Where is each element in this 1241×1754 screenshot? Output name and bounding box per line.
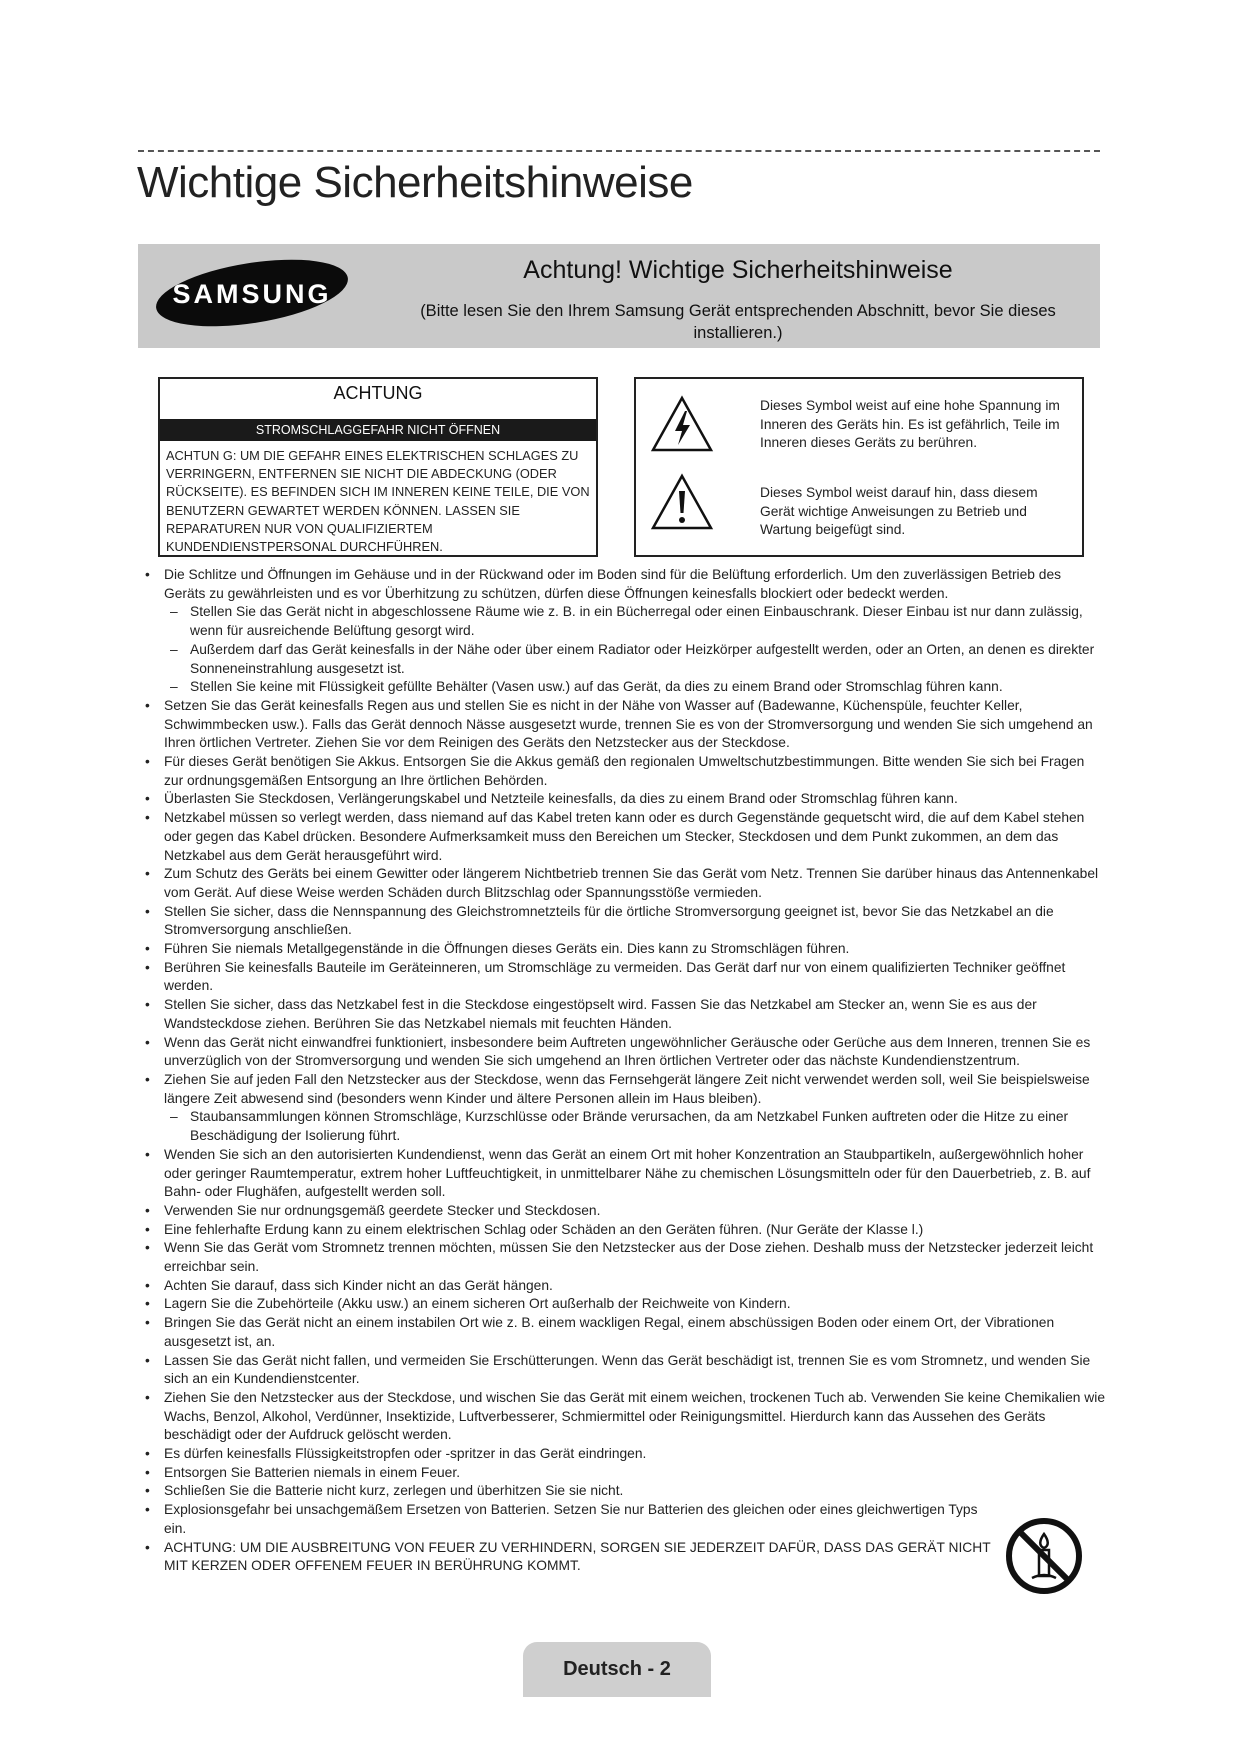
list-item: • Netzkabel müssen so verlegt werden, dass niemand auf das Kabel treten kann oder es durch Gegenstände gequetscht wird, die auf dem Kabel stehen oder gegen das Kabel drücken. Besondere Aufmerksamkeit muss den Bereichen um Stecker, Steckdosen und dem Punkt zukommen, an dem das Netzkabel aus dem Gerät herausgeführt wird. bbox=[142, 809, 1106, 865]
page-title: Wichtige Sicherheitshinweise bbox=[137, 158, 693, 207]
sub-list-item: – Stellen Sie das Gerät nicht in abgeschlossene Räume wie z. B. in ein Bücherregal oder einen Einbauschrank. Dieser Einbau ist nur dann zulässig, wenn für ausreichende Belüftung gesorgt wird. bbox=[142, 603, 1106, 640]
caution-strip: STROMSCHLAGGEFAHR NICHT ÖFFNEN bbox=[160, 419, 596, 441]
no-open-flame-icon bbox=[1004, 1516, 1084, 1596]
list-item: • Ziehen Sie den Netzstecker aus der Steckdose, und wischen Sie das Gerät mit einem weichen, trockenen Tuch ab. Verwenden Sie keine Chemikalien wie Wachs, Benzol, Alkohol, Verdünner, Insektizide, Luftverbesserer, Schmiermittel oder Reinigungsmittel. Hierdurch kann das Aussehen des Geräts beschädigt oder der Aufdruck gelöscht werden. bbox=[142, 1389, 1106, 1445]
list-item: • Verwenden Sie nur ordnungsgemäß geerdete Stecker und Steckdosen. bbox=[142, 1202, 1106, 1221]
list-item: • Wenden Sie sich an den autorisierten Kundendienst, wenn das Gerät an einem Ort mit hoher Konzentration an Staubpartikeln, außergewöhnlich hoher oder geringer Raumtemperatur, extrem hoher Luftfeuchtigkeit, in unmittelbarer Nähe zu chemischen Lösungsmitteln oder für den Dauerbetrieb, z. B. auf Bahn- oder Flughäfen, aufgestellt werden soll. bbox=[142, 1146, 1106, 1202]
list-item: • Zum Schutz des Geräts bei einem Gewitter oder längerem Nichtbetrieb trennen Sie das Gerät vom Netz. Trennen Sie darüber hinaus das Antennenkabel vom Gerät. Auf diese Weise werden Schäden durch Blitzschlag oder Spannungsstöße vermieden. bbox=[142, 865, 1106, 902]
symbol-text-voltage: Dieses Symbol weist auf eine hohe Spannung im Inneren des Geräts hin. Es ist gefährlich, Teile im Inneren dieses Geräts zu berühren. bbox=[760, 398, 1060, 450]
page-number-tab: Deutsch - 2 bbox=[523, 1642, 711, 1697]
banner-heading: Achtung! Wichtige Sicherheitshinweise bbox=[523, 256, 953, 284]
list-item: • Ziehen Sie auf jeden Fall den Netzstecker aus der Steckdose, wenn das Fernsehgerät längere Zeit nicht verwendet werden soll, weil Sie beispielsweise längere Zeit abwesend sind (besonders wenn Kinder und ältere Personen allein im Haus bleiben). bbox=[142, 1071, 1106, 1108]
exclamation-warning-icon bbox=[650, 473, 714, 531]
list-item: • Achten Sie darauf, dass sich Kinder nicht an das Gerät hängen. bbox=[142, 1277, 1106, 1296]
high-voltage-icon bbox=[650, 395, 714, 453]
list-item: • Wenn das Gerät nicht einwandfrei funktioniert, insbesondere beim Auftreten ungewöhnlicher Geräusche oder Gerüche aus dem Inneren, trennen Sie es unverzüglich von der Stromversorgung und wenden Sie sich umgehend an Ihren örtlichen Vertreter oder das nächste Kundendienstzentrum. bbox=[142, 1034, 1106, 1071]
list-item: • Wenn Sie das Gerät vom Stromnetz trennen möchten, müssen Sie den Netzstecker aus der Dose ziehen. Deshalb muss der Netzstecker jederzeit leicht erreichbar sein. bbox=[142, 1239, 1106, 1276]
list-item: • Stellen Sie sicher, dass die Nennspannung des Gleichstromnetzteils für die örtliche Stromversorgung geeignet ist, bevor Sie das Netzkabel an die Stromversorgung anschließen. bbox=[142, 903, 1106, 940]
list-item: • Schließen Sie die Batterie nicht kurz, zerlegen und überhitzen Sie sie nicht. bbox=[142, 1482, 1106, 1501]
caution-body: ACHTUN G: UM DIE GEFAHR EINES ELEKTRISCHEN SCHLAGES ZU VERRINGERN, ENTFERNEN SIE NICHT DIE ABDECKUNG (ODER RÜCKSEITE). ES BEFINDEN SICH IM INNEREN KEINE TEILE, DIE VON BENUTZERN GEWARTET WERDEN KÖNNEN. LASSEN SIE REPARATUREN NUR VON QUALIFIZIERTEM KUNDENDIENSTPERSONAL DURCHFÜHREN. bbox=[166, 448, 590, 555]
samsung-banner bbox=[138, 244, 1100, 348]
safety-instructions-list bbox=[142, 566, 1106, 1576]
sub-list-item: – Stellen Sie keine mit Flüssigkeit gefüllte Behälter (Vasen usw.) auf das Gerät, da dies zu einem Brand oder Stromschlag führen kann. bbox=[142, 678, 1106, 697]
samsung-logo-text: SAMSUNG bbox=[172, 279, 332, 309]
list-item: • Eine fehlerhafte Erdung kann zu einem elektrischen Schlag oder Schäden an den Geräten führen. (Nur Geräte der Klasse l.) bbox=[142, 1221, 1106, 1240]
list-item: • Lagern Sie die Zubehörteile (Akku usw.) an einem sicheren Ort außerhalb der Reichweite von Kindern. bbox=[142, 1295, 1106, 1314]
list-item: • Berühren Sie keinesfalls Bauteile im Geräteinneren, um Stromschläge zu vermeiden. Das Gerät darf nur von einem qualifizierten Techniker geöffnet werden. bbox=[142, 959, 1106, 996]
list-item: • Für dieses Gerät benötigen Sie Akkus. Entsorgen Sie die Akkus gemäß den regionalen Umweltschutzbestimmungen. Bitte wenden Sie sich bei Fragen zur ordnungsgemäßen Entsorgung an Ihre örtlichen Behörden. bbox=[142, 753, 1106, 790]
caution-box bbox=[158, 377, 598, 557]
list-item: • Führen Sie niemals Metallgegenstände in die Öffnungen dieses Geräts ein. Dies kann zu Stromschlägen führen. bbox=[142, 940, 1106, 959]
list-item: • Es dürfen keinesfalls Flüssigkeitstropfen oder -spritzer in das Gerät eindringen. bbox=[142, 1445, 1106, 1464]
symbol-explanations bbox=[634, 377, 1084, 557]
list-item: • Bringen Sie das Gerät nicht an einem instabilen Ort wie z. B. einem wackligen Regal, einem abschüssigen Boden oder einem Ort, der Vibrationen ausgesetzt ist, an. bbox=[142, 1314, 1106, 1351]
banner-subheading: (Bitte lesen Sie den Ihrem Samsung Gerät entsprechenden Abschnitt, bevor Sie dieses installieren.) bbox=[420, 302, 1056, 342]
sub-list-item: – Staubansammlungen können Stromschläge, Kurzschlüsse oder Brände verursachen, da am Netzkabel Funken auftreten oder die Hitze zu einer Beschädigung der Isolierung führt. bbox=[142, 1108, 1106, 1145]
list-item: • ACHTUNG: UM DIE AUSBREITUNG VON FEUER ZU VERHINDERN, SORGEN SIE JEDERZEIT DAFÜR, DASS DAS GERÄT NICHT MIT KERZEN ODER OFFENEM FEUER IN BERÜHRUNG KOMMT. bbox=[142, 1539, 1106, 1576]
list-item: • Explosionsgefahr bei unsachgemäßem Ersetzen von Batterien. Setzen Sie nur Batterien des gleichen oder eines gleichwertigen Typs ein. bbox=[142, 1501, 1106, 1538]
sub-list-item: – Außerdem darf das Gerät keinesfalls in der Nähe oder über einem Radiator oder Heizkörper aufgestellt werden, oder an Orten, an denen es direkter Sonneneinstrahlung ausgesetzt ist. bbox=[142, 641, 1106, 678]
list-item: • Stellen Sie sicher, dass das Netzkabel fest in die Steckdose eingestöpselt wird. Fassen Sie das Netzkabel am Stecker an, wenn Sie es aus der Wandsteckdose ziehen. Berühren Sie das Netzkabel niemals mit feuchten Händen. bbox=[142, 996, 1106, 1033]
samsung-logo-icon bbox=[152, 256, 352, 330]
list-item: • Überlasten Sie Steckdosen, Verlängerungskabel und Netzteile keinesfalls, da dies zu einem Brand oder Stromschlag führen kann. bbox=[142, 790, 1106, 809]
list-item: • Die Schlitze und Öffnungen im Gehäuse und in der Rückwand oder im Boden sind für die Belüftung erforderlich. Um den zuverlässigen Betrieb des Geräts zu gewährleisten und es vor Überhitzung zu schützen, dürfen diese Öffnungen keinesfalls blockiert oder bedeckt werden. bbox=[142, 566, 1106, 603]
list-item: • Lassen Sie das Gerät nicht fallen, und vermeiden Sie Erschütterungen. Wenn das Gerät beschädigt ist, trennen Sie es vom Stromnetz, und wenden Sie sich an ein Kundendienstcenter. bbox=[142, 1352, 1106, 1389]
list-item: • Setzen Sie das Gerät keinesfalls Regen aus und stellen Sie es nicht in der Nähe von Wasser auf (Badewanne, Küchenspüle, feuchter Keller, Schwimmbecken usw.). Falls das Gerät dennoch Nässe ausgesetzt wurde, trennen Sie es von der Stromversorgung und wenden Sie sich umgehend an Ihren örtlichen Vertreter. Ziehen Sie vor dem Reinigen des Geräts den Netzstecker aus der Steckdose. bbox=[142, 697, 1106, 753]
symbol-text-instructions: Dieses Symbol weist darauf hin, dass diesem Gerät wichtige Anweisungen zu Betrieb und Wartung beigefügt sind. bbox=[760, 485, 1038, 537]
list-item: • Entsorgen Sie Batterien niemals in einem Feuer. bbox=[142, 1464, 1106, 1483]
caution-title: ACHTUNG bbox=[333, 383, 423, 403]
top-dashed-divider bbox=[138, 150, 1100, 152]
